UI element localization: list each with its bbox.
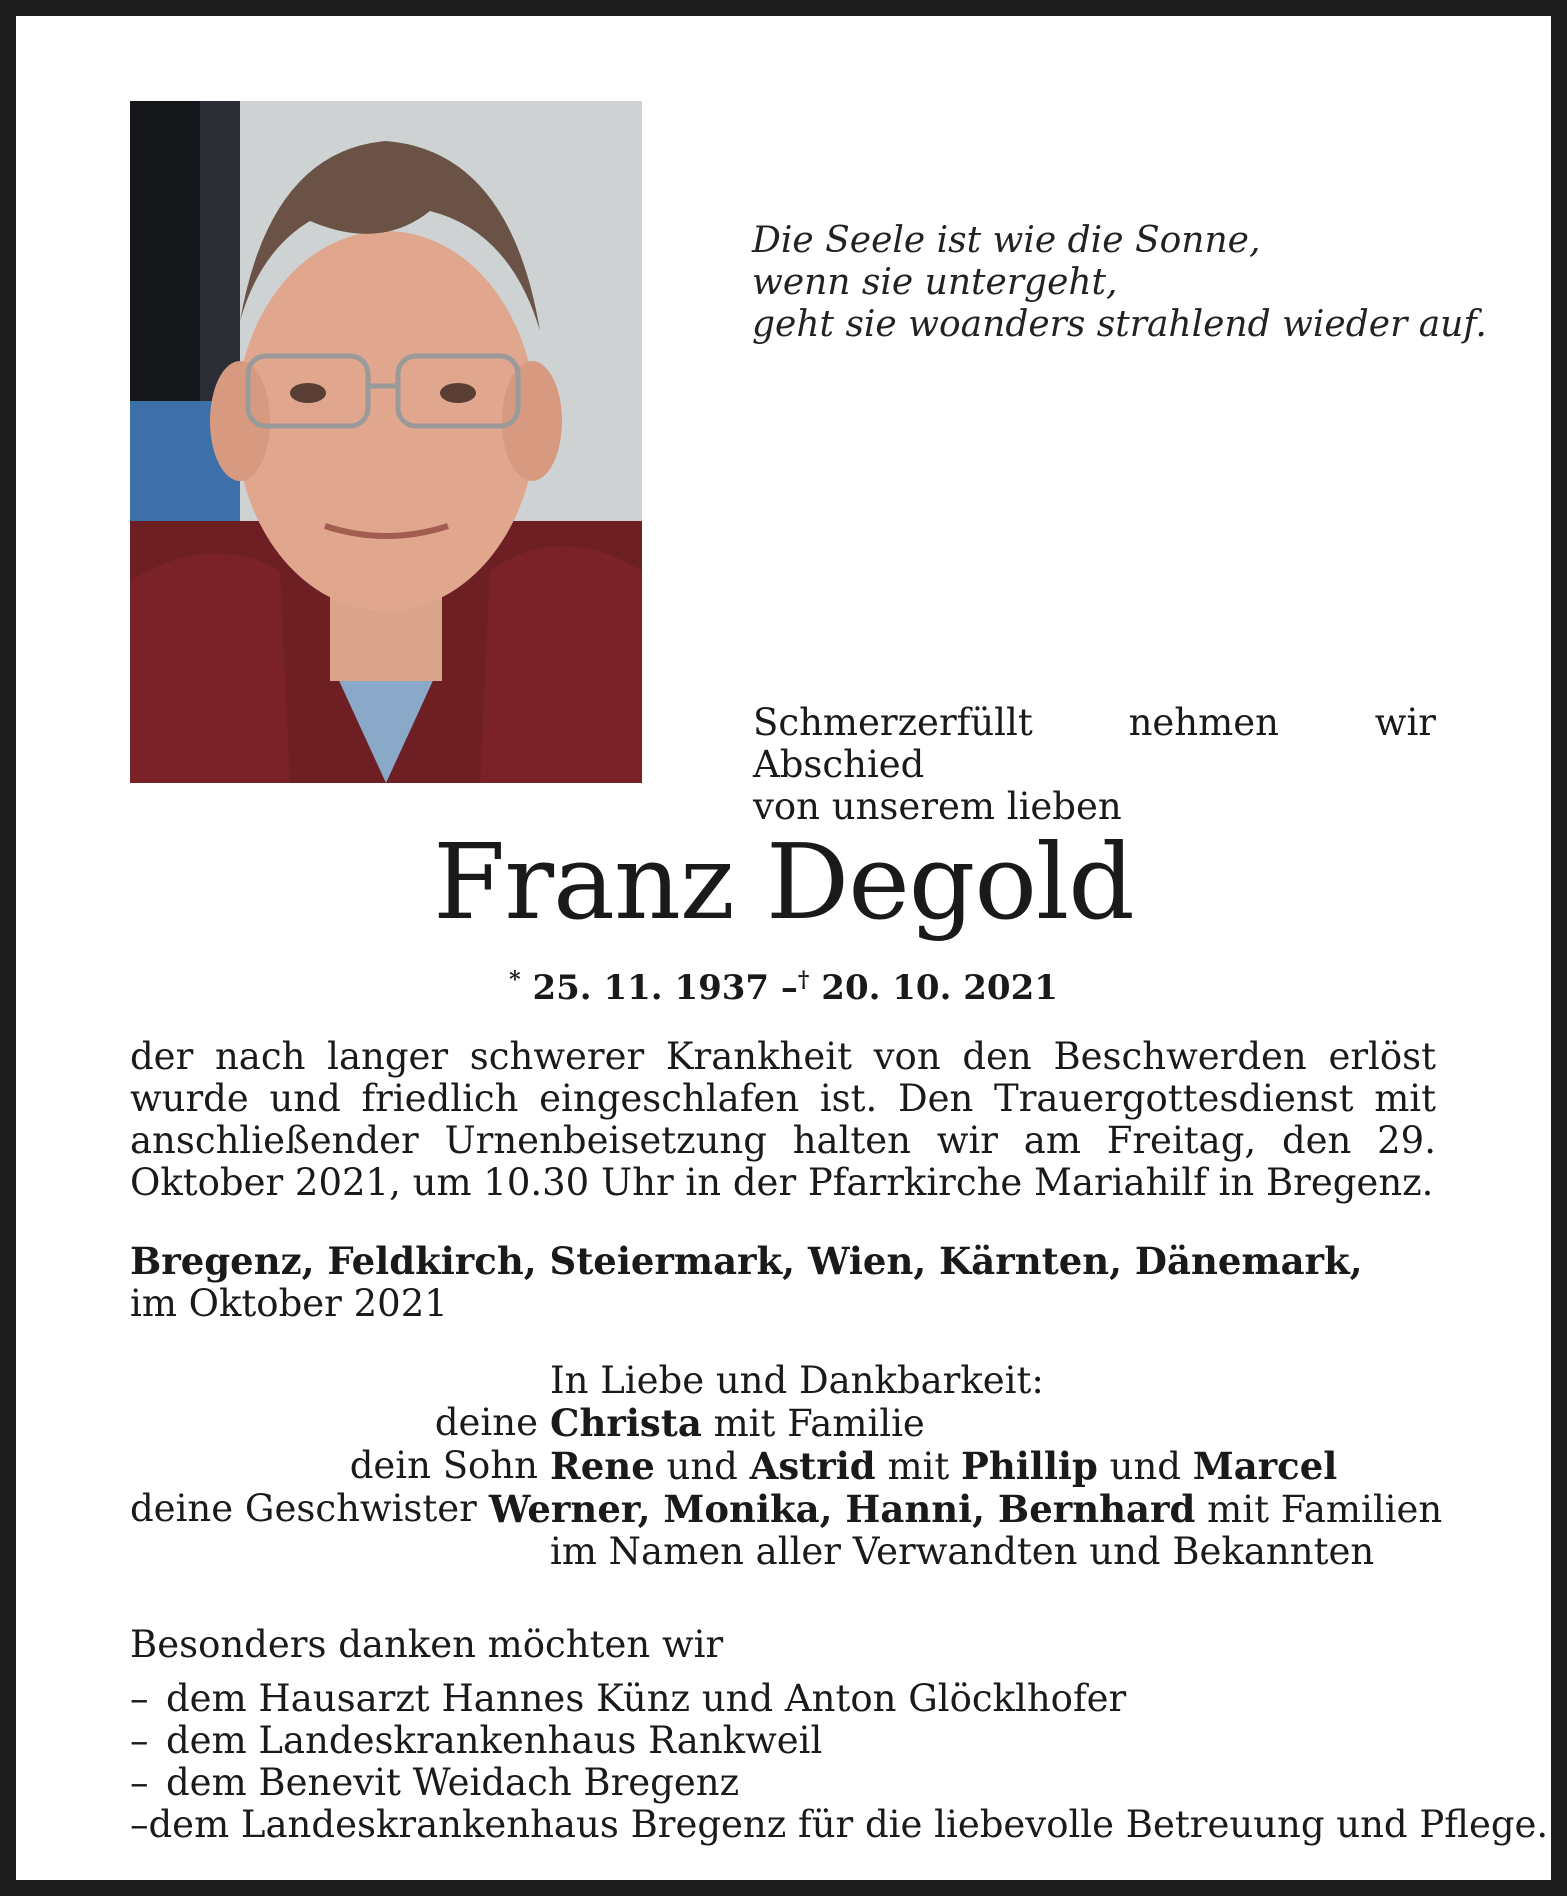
thanks-item-text: dem Hausarzt Hannes Künz und Anton Glöcklhofer bbox=[166, 1677, 1127, 1720]
death-symbol: † bbox=[797, 967, 810, 993]
announcement-date: im Oktober 2021 bbox=[130, 1282, 448, 1325]
mourner-name: Werner, Monika, Hanni, Bernhard bbox=[488, 1487, 1196, 1531]
mourner-name: Astrid bbox=[749, 1444, 876, 1488]
mourner-connector: und bbox=[666, 1445, 738, 1488]
death-date: 20. 10. 2021 bbox=[821, 968, 1058, 1008]
life-dates bbox=[0, 958, 1567, 1010]
dash-bullet: – bbox=[130, 1803, 149, 1846]
mourner-row bbox=[130, 1402, 1436, 1445]
places-list: Bregenz, Feldkirch, Steiermark, Wien, Kärnten, Dänemark, bbox=[130, 1239, 1363, 1283]
mourners-block bbox=[130, 1359, 1443, 1573]
mourner-name: Rene bbox=[550, 1444, 655, 1488]
mourner-row bbox=[130, 1487, 1443, 1531]
thanks-item bbox=[130, 1762, 1450, 1804]
intro-line-1: Schmerzerfüllt nehmen wir Abschied bbox=[753, 701, 1436, 786]
places-block bbox=[130, 1240, 1436, 1325]
portrait-photo bbox=[130, 101, 642, 783]
intro-line-2: von unserem lieben bbox=[753, 785, 1122, 828]
thanks-item-text: dem Landeskrankenhaus Bregenz für die liebevolle Betreuung und Pflege. bbox=[148, 1803, 1549, 1846]
portrait-illustration bbox=[130, 101, 642, 783]
birth-symbol: * bbox=[509, 967, 521, 993]
thanks-heading: Besonders danken möchten wir bbox=[130, 1623, 724, 1666]
mourners-heading: In Liebe und Dankbarkeit: bbox=[550, 1359, 1044, 1402]
mourner-suffix: mit Familie bbox=[713, 1402, 925, 1445]
thanks-list bbox=[130, 1677, 1549, 1846]
dash-bullet: – bbox=[130, 1677, 149, 1720]
thanks-item-text: dem Benevit Weidach Bregenz bbox=[166, 1761, 740, 1804]
mourner-relation: dein Sohn bbox=[349, 1444, 538, 1487]
quote-line: wenn sie untergeht, bbox=[752, 262, 1118, 303]
mourner-relation: deine Geschwister bbox=[130, 1487, 477, 1530]
deceased-name: Franz Degold bbox=[433, 821, 1134, 943]
mourner-name: Marcel bbox=[1192, 1444, 1338, 1488]
epitaph-quote bbox=[752, 220, 1487, 346]
mourner-name: Christa bbox=[550, 1401, 702, 1445]
thanks-item-text: dem Landeskrankenhaus Rankweil bbox=[166, 1719, 823, 1762]
thanks-item bbox=[130, 1720, 1450, 1762]
mourner-row bbox=[130, 1531, 1436, 1573]
mourner-connector: mit bbox=[887, 1445, 950, 1488]
mourner-name: Phillip bbox=[961, 1444, 1098, 1488]
funeral-announcement: der nach langer schwerer Krankheit von den Beschwerden erlöst wurde und friedlich eingeschlafen ist. Den Trauergottesdienst mit anschließender Urnenbeisetzung halten wir am Freitag, den 29. Oktober 2021, um 10.30 Uhr in der Pfarrkirche Mariahilf in Bregenz. bbox=[130, 1035, 1436, 1204]
thanks-item bbox=[130, 1803, 1549, 1846]
thanks-block bbox=[130, 1623, 1549, 1846]
quote-line: Die Seele ist wie die Sonne, bbox=[752, 220, 1261, 261]
dash-bullet: – bbox=[130, 1761, 149, 1804]
mourner-connector: und bbox=[1109, 1445, 1181, 1488]
quote-line: geht sie woanders strahlend wieder auf. bbox=[752, 304, 1487, 345]
mourner-closing: im Namen aller Verwandten und Bekannten bbox=[550, 1530, 1375, 1573]
mourner-relation: deine bbox=[434, 1401, 538, 1444]
mourner-suffix: mit Familien bbox=[1207, 1488, 1443, 1531]
dash-bullet: – bbox=[130, 1719, 149, 1762]
farewell-intro bbox=[753, 702, 1436, 828]
birth-date: 25. 11. 1937 bbox=[532, 968, 770, 1008]
thanks-item bbox=[130, 1678, 1450, 1720]
date-separator: – bbox=[780, 968, 798, 1008]
mourner-row bbox=[130, 1445, 1436, 1488]
